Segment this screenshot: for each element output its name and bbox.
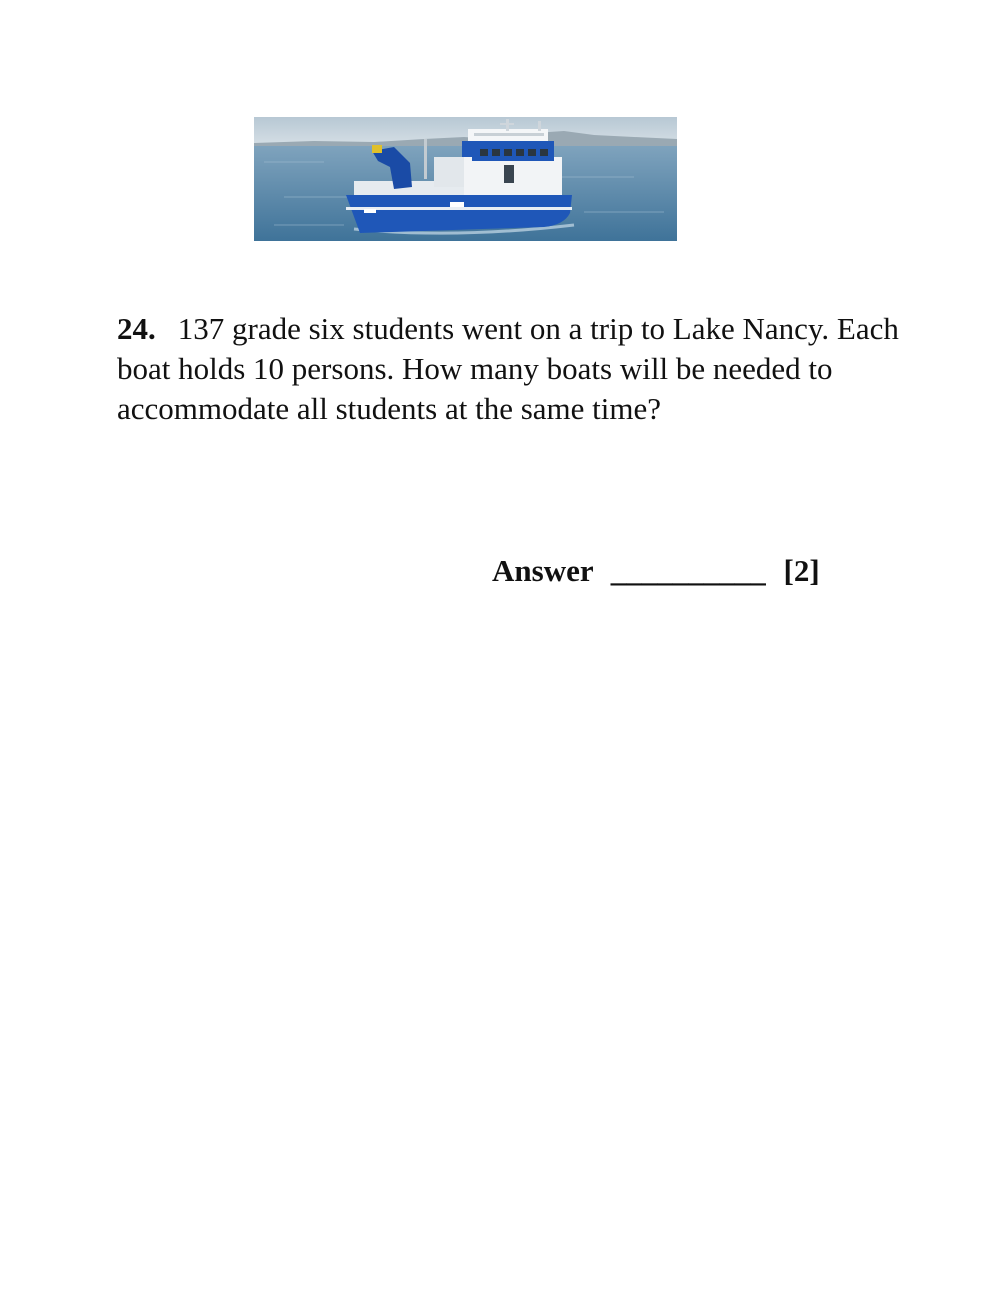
hull-window — [364, 209, 376, 213]
answer-blank[interactable]: __________ — [610, 553, 766, 588]
answer-label: Answer — [492, 553, 594, 588]
aft-structure — [434, 157, 464, 187]
hull-stripe — [346, 207, 572, 210]
answer-marks: [2] — [783, 553, 820, 588]
question-number: 24. — [117, 311, 156, 346]
door — [504, 165, 514, 183]
hull-label — [450, 202, 464, 207]
exhaust-stack — [424, 139, 427, 179]
answer-line — [492, 551, 820, 591]
boat-photo — [254, 117, 677, 241]
boat-illustration — [254, 117, 677, 241]
crane-tip — [372, 145, 382, 153]
question-text: 137 grade six students went on a trip to Lake Nancy. Each boat holds 10 persons. How many boats will be needed to accommodate all students at the same time? — [117, 311, 899, 426]
question — [117, 309, 907, 429]
